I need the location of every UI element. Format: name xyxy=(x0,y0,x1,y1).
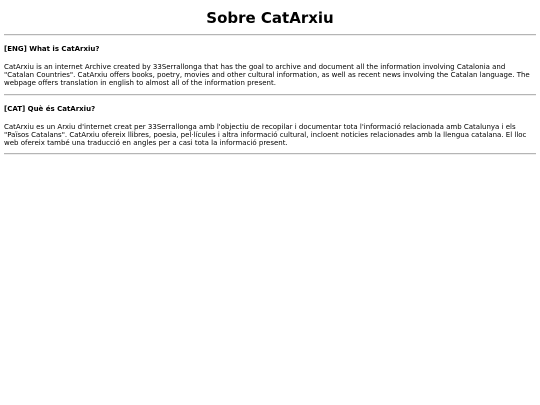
divider xyxy=(4,153,536,155)
page-title: Sobre CatArxiu xyxy=(206,9,334,27)
section-english xyxy=(4,36,536,88)
section-body-catalan: CatArxiu es un Arxiu d'internet creat per 33Serrallonga amb l'objectiu de recopilar i documentar tota l'informació relacionada amb Catalunya i els "Països Catalans". CatArxiu ofereix llibres, poesia, pel·lícules i altra informació cultural, incloent noticies relacionades amb la llengua catalana. El lloc web ofereix també una traducció en angles per a casi tota la informació present. xyxy=(4,122,527,148)
section-catalan xyxy=(4,96,536,148)
section-heading-catalan: [CAT] Què és CatArxiu? xyxy=(4,104,96,113)
section-body-english: CatArxiu is an internet Archive created by 33Serrallonga that has the goal to archive and document all the information involving Catalonia and "Catalan Countries". CatArxiu offers books, poetry, movies and other cultural information, as well as recent news involving the Catalan language. The webpage offers translation in english to almost all of the information present. xyxy=(4,63,530,88)
section-heading-english: [ENG] What is CatArxiu? xyxy=(4,45,100,53)
